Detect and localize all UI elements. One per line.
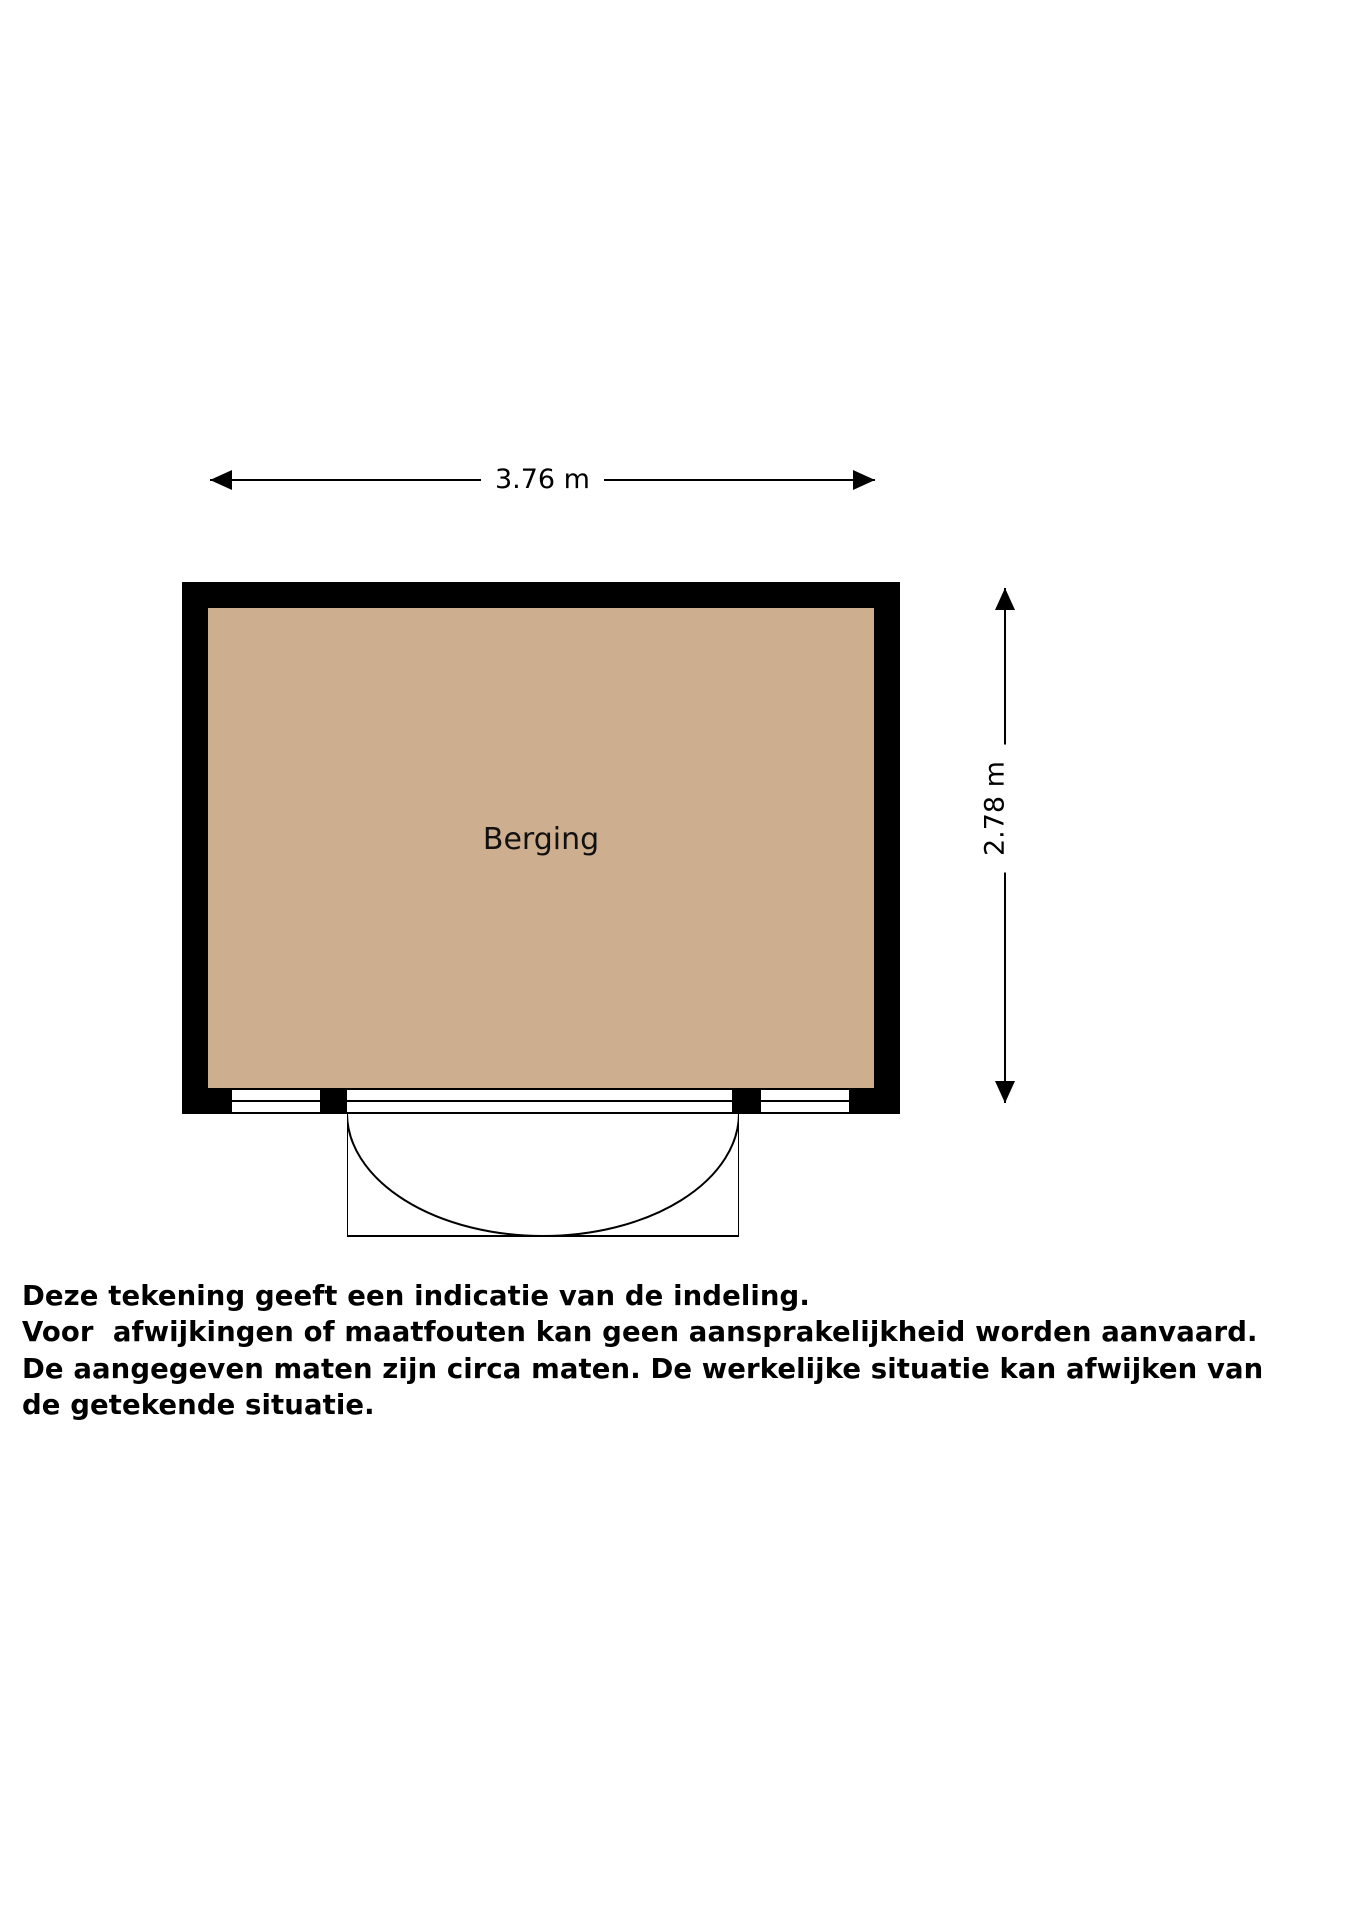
- window-right-jamb-left: [759, 1090, 761, 1112]
- dimension-height-label: [980, 699, 1011, 919]
- dimension-height: [975, 588, 1035, 1103]
- window-right-jamb-right: [849, 1090, 851, 1112]
- window-left-jamb-right: [320, 1090, 322, 1112]
- building-outline: [182, 582, 900, 1114]
- room-label: Berging: [482, 822, 600, 857]
- dimension-height-value: 2.78 m: [980, 745, 1011, 872]
- disclaimer-line-2: Voor afwijkingen of maatfouten kan geen aansprakelijkheid worden aanvaard.: [22, 1316, 1258, 1349]
- window-left-jamb-left: [230, 1090, 232, 1112]
- disclaimer-line-3: De aangegeven maten zijn circa maten. De werkelijke situatie kan afwijken van: [22, 1352, 1264, 1385]
- arrow-up-icon: [995, 588, 1015, 610]
- door-opening: [347, 1088, 732, 1114]
- dimension-width-label: [210, 460, 875, 500]
- arrow-down-icon: [995, 1081, 1015, 1103]
- door-swing-icon: [347, 1113, 739, 1238]
- disclaimer-line-1: Deze tekening geeft een indicatie van de indeling.: [22, 1280, 810, 1312]
- disclaimer-line-4: de getekende situatie.: [22, 1388, 375, 1421]
- window-right: [759, 1088, 851, 1114]
- dimension-width-value: 3.76 m: [481, 464, 604, 495]
- dimension-width: [210, 460, 875, 500]
- disclaimer-text: [22, 1278, 1342, 1423]
- window-left: [230, 1088, 322, 1114]
